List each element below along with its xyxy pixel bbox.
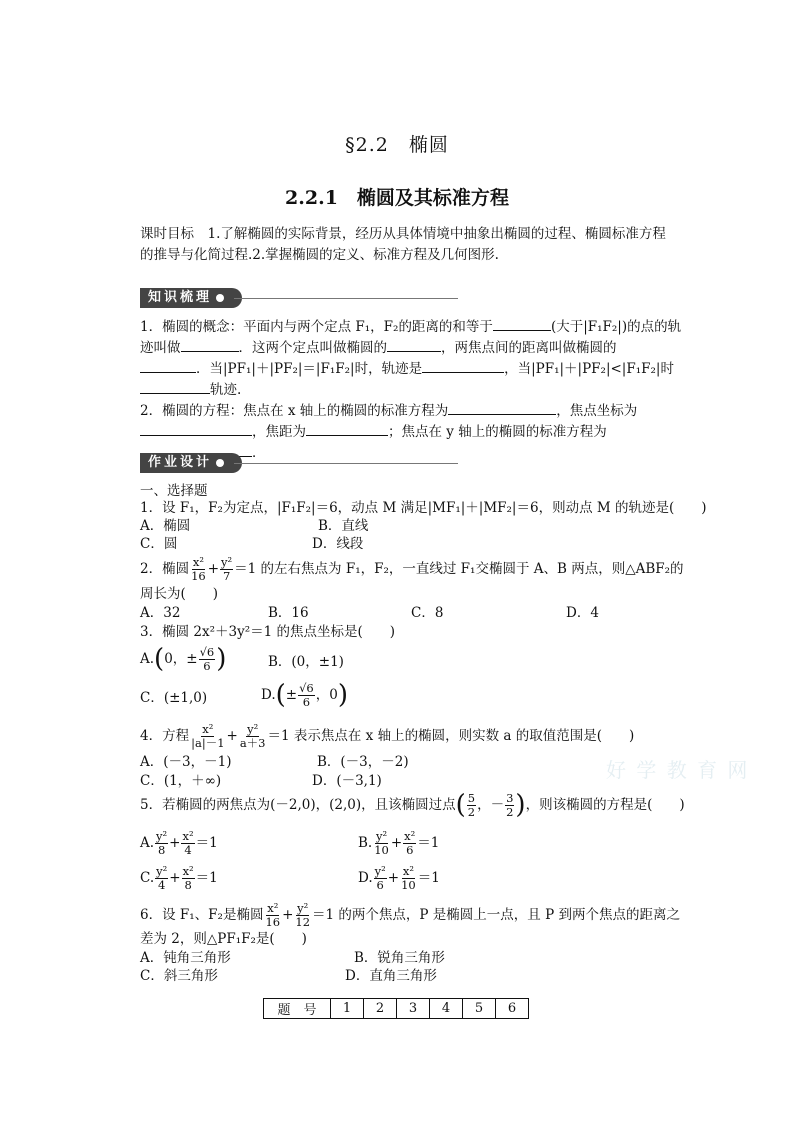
homework-badge [140,453,242,473]
fraction [239,723,267,750]
text: ＝1 [195,835,218,851]
text: ＝1 的两个焦点，P 是椭圆上一点，且 P 到两个焦点的距离之 [312,907,680,923]
answer-grid-label: 题 号 [264,999,331,1019]
numerator: y² [375,829,388,843]
denominator: 7 [222,569,231,583]
answer-grid [263,998,529,1019]
text: ＝1 表示焦点在 x 轴上的椭圆，则实数 a 的取值范围是( ) [267,728,635,744]
divider [234,463,458,464]
fraction [374,865,387,892]
q4-option-a: A．(－3，－1) [140,754,232,770]
denominator: 10 [401,878,416,892]
q2-option-a: A．32 [140,605,181,621]
text: 迹叫做 [140,340,181,356]
blank-line [140,358,196,373]
text: ，则该椭圆的方程是( ) [525,797,685,813]
plus-sign: + [282,907,294,923]
q6-option-b: B．锐角三角形 [354,950,445,966]
numerator: √6 [199,645,215,659]
denominator: |a|－1 [191,736,225,750]
numerator: x² [182,864,194,878]
answer-grid-row [264,999,529,1019]
text: 轨迹. [210,382,242,398]
knowledge-badge [140,288,242,308]
paren: ( [455,790,466,820]
paren: ( [275,680,286,710]
q5-option-c [140,865,218,892]
fraction [264,902,281,929]
knowledge-p1-line4 [140,379,241,401]
text: 2．椭圆 [140,561,190,577]
text: ，0 [315,687,338,703]
fraction [190,556,207,583]
text: ＝1 [417,835,440,851]
blank-line [306,421,388,436]
denominator: 8 [157,843,166,857]
plus-sign: + [169,870,181,886]
text: ，两焦点间的距离叫做椭圆的 [441,340,617,356]
q4-stem [140,723,634,750]
text: (大于|F₁F₂|)的点的轨 [550,319,682,335]
text: ． [252,445,266,461]
plus-sign: + [390,835,403,851]
fraction [181,830,194,857]
text: D. [261,687,276,703]
fraction [298,682,315,709]
text: ，－ [477,797,505,813]
text: 5．若椭圆的两焦点为(－2,0)，(2,0)，且该椭圆过点 [140,797,456,813]
numerator: y² [297,901,309,915]
text: ＝1 [195,870,218,886]
numerator: 3 [506,791,514,805]
fraction [155,865,168,892]
text: 1．椭圆的概念：平面内与两个定点 F₁，F₂的距离的和等于 [140,319,493,335]
answer-grid-number: 2 [364,999,397,1019]
subsection-title: 2.2.1 椭圆及其标准方程 [285,187,509,209]
q1-option-c: C．圆 [140,536,178,552]
denominator: a＋3 [239,736,266,750]
text: ，当|PF₁|＋|PF₂|<|F₁F₂|时 [504,361,674,377]
numerator: x² [404,829,416,843]
divider [234,298,458,299]
q4-option-c: C．(1，＋∞) [140,773,222,789]
q5-option-d [358,865,440,892]
q6-stem-line2: 差为 2，则△PF₁F₂是( ) [140,931,307,947]
knowledge-badge-label: 知识梳理 [148,290,213,305]
bullet-dot-icon [216,459,224,467]
q3-stem: 3．椭圆 2x²＋3y²＝1 的焦点坐标是( ) [140,624,396,640]
fraction [220,556,233,583]
paren: ) [337,680,349,710]
plus-sign: + [387,870,400,886]
blank-line [387,337,441,352]
knowledge-p1-line3 [140,358,674,380]
text: ，焦距为 [252,424,306,440]
denominator: 16 [191,569,206,583]
objectives-line-2: 的推导与化简过程.2.掌握椭圆的定义、标准方程及几何图形. [140,247,499,263]
q1-option-a: A．椭圆 [140,518,191,534]
q5-option-b [358,830,439,857]
bullet-dot-icon [216,294,224,302]
q2-option-b: B．16 [268,605,309,621]
text: 2．椭圆的方程：焦点在 x 轴上的椭圆的标准方程为 [140,403,449,419]
blank-line [181,337,239,352]
denominator: 2 [467,805,476,819]
denominator: 6 [203,659,211,673]
q2-stem-line2: 周长为( ) [140,586,219,602]
numerator: x² [182,829,194,843]
numerator: x² [267,901,279,915]
section-label: 一、选择题 [140,483,208,499]
section-title: §2.2 椭圆 [345,134,449,156]
plus-sign: + [226,728,238,744]
answer-grid-number: 3 [397,999,430,1019]
text: ，焦点坐标为 [556,403,638,419]
text: D. [358,870,373,886]
knowledge-p1-line2 [140,337,617,359]
fraction [505,792,514,819]
denominator: 4 [158,878,166,892]
blank-line [448,400,556,415]
answer-grid-number: 5 [463,999,496,1019]
denominator: 6 [302,695,311,709]
watermark: 好 学 教 育 网 [606,758,750,782]
q2-option-c: C．8 [411,605,444,621]
fraction [155,830,168,857]
numerator: y² [156,829,168,843]
text: A. [140,835,155,851]
q3-option-b: B．(0，±1) [268,654,344,670]
fraction [190,723,225,750]
answer-grid-number: 1 [331,999,364,1019]
text: 0，± [164,651,198,667]
numerator: x² [192,555,204,569]
text: ＝1 [417,870,440,886]
numerator: x² [402,864,414,878]
q1-option-b: B．直线 [318,518,369,534]
blank-line [493,316,551,331]
q1-stem: 1．设 F₁，F₂为定点，|F₁F₂|＝6，动点 M 满足|MF₁|＋|MF₂|＝6，则动点 M 的轨迹是( ) [140,500,707,516]
q6-option-d: D．直角三角形 [345,968,437,984]
blank-line [140,421,252,436]
objectives-line-1: 课时目标 1.了解椭圆的实际背景，经历从具体情境中抽象出椭圆的过程、椭圆标准方程 [140,226,666,242]
denominator: 2 [506,805,514,819]
q4-option-b: B．(－3，－2) [317,754,409,770]
fraction [400,865,417,892]
text: ＝1 的左右焦点为 F₁，F₂，一直线过 F₁交椭圆于 A、B 两点，则△ABF₂的 [234,561,684,577]
denominator: 10 [374,843,389,857]
q4-option-d: D．(－3,1) [312,773,382,789]
q6-option-c: C．斜三角形 [140,968,218,984]
fraction [373,830,390,857]
denominator: 12 [295,915,311,929]
numerator: y² [247,722,259,736]
q2-stem [140,556,684,583]
denominator: 16 [265,915,281,929]
fraction [182,865,195,892]
numerator: x² [202,722,214,736]
q6-stem [140,902,680,929]
text: B. [358,835,373,851]
text: ；焦点在 y 轴上的椭圆的标准方程为 [388,424,607,440]
paren: ) [216,644,227,674]
numerator: 5 [467,791,476,805]
q2-option-d: D．4 [566,605,599,621]
q6-option-a: A．钝角三角形 [140,950,231,966]
answer-grid-number: 6 [496,999,529,1019]
numerator: y² [221,555,233,569]
fraction [294,902,311,929]
fraction [199,646,216,673]
denominator: 6 [376,878,384,892]
knowledge-p2-line1 [140,400,637,422]
text: ．当|PF₁|＋|PF₂|＝|F₁F₂|时，轨迹是 [196,361,423,377]
knowledge-p1-line1 [140,316,681,338]
numerator: √6 [299,681,314,695]
q3-option-c: C．(±1,0) [140,690,208,706]
text: C. [140,870,155,886]
q5-option-a [140,830,218,857]
denominator: 4 [184,843,192,857]
plus-sign: + [169,835,181,851]
answer-grid-number: 4 [430,999,463,1019]
text: A. [140,651,155,667]
plus-sign: + [207,561,220,577]
blank-line [422,358,504,373]
numerator: y² [374,864,386,878]
knowledge-p2-line2 [140,421,607,443]
paren: ) [515,790,526,820]
q5-stem [140,792,685,819]
q1-option-d: D．线段 [312,536,364,552]
homework-badge-label: 作业设计 [148,455,213,470]
text: 6．设 F₁、F₂是椭圆 [140,907,264,923]
q3-option-a [140,646,226,673]
denominator: 6 [406,843,414,857]
text: 4．方程 [140,728,190,744]
paren: ( [154,644,165,674]
text: ．这两个定点叫做椭圆的 [238,340,387,356]
blank-line [140,379,210,394]
fraction [403,830,416,857]
q3-option-d [261,682,348,709]
denominator: 8 [184,878,192,892]
fraction [467,792,476,819]
text: ± [285,687,298,703]
numerator: y² [156,864,168,878]
